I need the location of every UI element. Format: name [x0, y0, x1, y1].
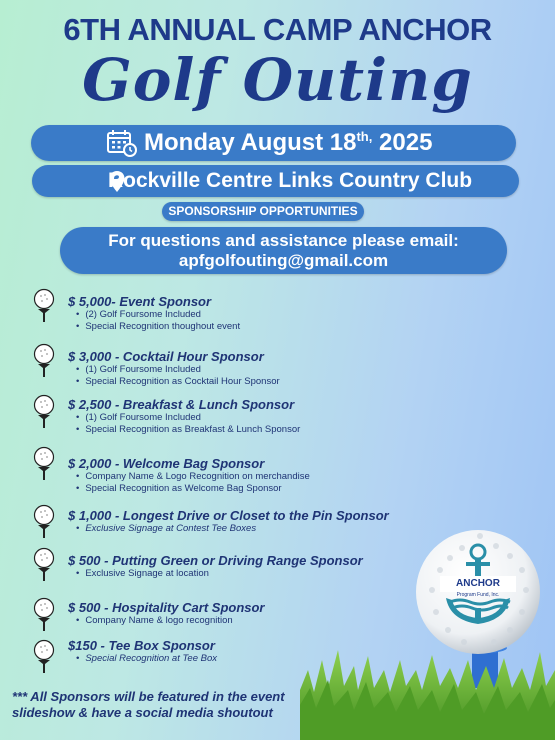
golf-ball-tee-icon — [32, 343, 56, 379]
sponsor-tier-title: $ 500 - Putting Green or Driving Range Sponsor — [68, 553, 363, 568]
footer-note: *** All Sponsors will be featured in the event slideshow & have a social media shoutout — [12, 689, 285, 720]
logo-name: ANCHOR — [456, 578, 500, 589]
benefit-item: • Company Name & Logo Recognition on merchandise — [76, 471, 310, 483]
contact-banner — [60, 227, 507, 274]
golf-ball-tee-icon — [32, 394, 56, 430]
sponsor-benefits — [76, 523, 256, 535]
golf-ball-tee-icon — [32, 639, 56, 675]
benefit-item: • Company Name & logo recognition — [76, 615, 233, 627]
sponsor-tier-title: $ 1,000 - Longest Drive or Closet to the Pin Sponsor — [68, 508, 389, 523]
golf-ball-tee-icon — [32, 504, 56, 540]
sponsor-tier-title: $ 3,000 - Cocktail Hour Sponsor — [68, 349, 264, 364]
sponsor-tier-title: $ 2,000 - Welcome Bag Sponsor — [68, 456, 265, 471]
benefit-item: • Special Recognition as Breakfast & Lunch Sponsor — [76, 424, 300, 436]
sponsor-benefits — [76, 309, 240, 333]
page-title: 6TH ANNUAL CAMP ANCHOR — [63, 12, 492, 47]
logo-subtext: Program Fund, Inc. — [456, 592, 500, 598]
golf-ball-tee-icon — [32, 446, 56, 482]
date-banner — [31, 125, 516, 161]
benefit-item: • Special Recognition as Cocktail Hour Sponsor — [76, 376, 280, 388]
benefit-item: • (1) Golf Foursome Included — [76, 412, 300, 424]
sponsor-tier-title: $ 500 - Hospitality Cart Sponsor — [68, 600, 265, 615]
location-text: Rockville Centre Links Country Club — [108, 169, 473, 192]
sponsor-benefits — [76, 615, 233, 627]
contact-email[interactable]: apfgolfouting@gmail.com — [178, 251, 389, 270]
sponsor-benefits — [76, 653, 217, 665]
benefit-item: • Exclusive Signage at Contest Tee Boxes — [76, 523, 256, 535]
sponsor-tier-title: $ 5,000- Event Sponsor — [68, 294, 212, 309]
sponsor-benefits — [76, 364, 280, 388]
sponsor-benefits — [76, 412, 300, 436]
golf-ball-tee-icon — [32, 547, 56, 583]
benefit-item: • Special Recognition thoughout event — [76, 321, 240, 333]
sponsorship-label: SPONSORSHIP OPPORTUNITIES — [162, 202, 364, 221]
golf-ball-illustration — [300, 520, 555, 740]
sponsor-benefits — [76, 568, 209, 580]
location-banner — [32, 165, 519, 197]
sponsor-benefits — [76, 471, 310, 495]
contact-text: For questions and assistance please email: — [108, 231, 459, 250]
sponsor-tier-title: $ 2,500 - Breakfast & Lunch Sponsor — [68, 397, 295, 412]
golf-outing-script-title: Golf Outing — [82, 46, 473, 114]
calendar-icon — [107, 129, 137, 157]
sponsor-tier-title: $150 - Tee Box Sponsor — [68, 638, 215, 653]
benefit-item: • (2) Golf Foursome Included — [76, 309, 240, 321]
benefit-item: • (1) Golf Foursome Included — [76, 364, 280, 376]
golf-ball-tee-icon — [32, 288, 56, 324]
golf-ball-tee-icon — [32, 597, 56, 633]
benefit-item: • Special Recognition as Welcome Bag Sponsor — [76, 483, 310, 495]
benefit-item: • Exclusive Signage at location — [76, 568, 209, 580]
benefit-item: • Special Recognition at Tee Box — [76, 653, 217, 665]
event-date: Monday August $18^{th,}$ 2025 — [144, 129, 433, 156]
